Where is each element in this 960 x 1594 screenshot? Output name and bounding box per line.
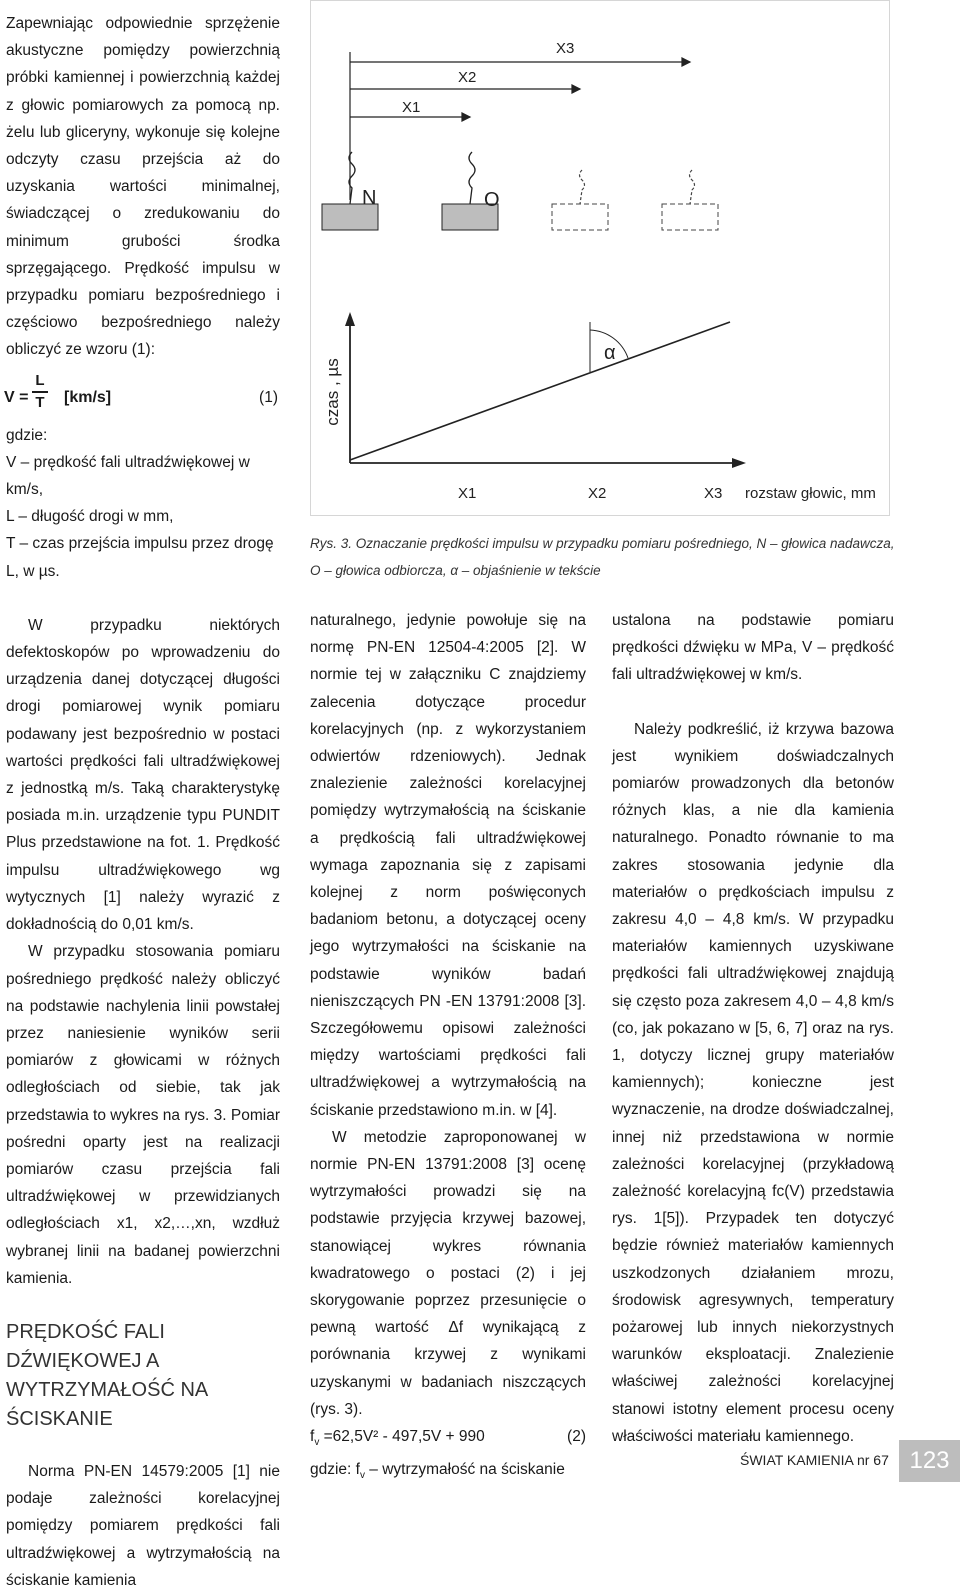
cable-icon [469,152,475,204]
paragraph: W przypadku stosowania pomiaru pośredniego prędkość należy obliczyć na podstawie nachylenia linii powstałej przez naniesienie wyników serii pomiarów z głowicami w różnych odległościach od siebie, tak jak przedstawia to wykres na rys. 3. Pomiar pośredni oparty jest na realizacji pomiarów czasu przejścia fali ultradźwiękowej w przewidzianych odległościach x1, x2,…,xn, wzdłuż wybranej linii na badanej powierzchni kamienia. [6,943,280,1287]
eq-body: =62,5V² - 497,5V + 990 [319,1428,485,1446]
formula-unit: [km/s] [64,388,112,406]
left-column [6,10,280,1594]
paragraph: naturalnego, jedynie powołuje się na normę PN-EN 12504-4:2005 [2]. W normie tej w załączniku C znajdziemy zalecenia dotyczące procedur korelacyjnych (np. z wykorzystaniem odwiertów rdzeniowych). Jednak znalezienie zależności korelacyjnej pomiędzy wytrzymałością na ściskanie a prędkością fali ultradźwiękowej wymaga zapoznania się z zapisami kolejnej z norm poświęconych badaniom betonu, a dotyczącej oceny jego wytrzymałości na ściskanie na podstawie wyników badań nieniszczących PN -EN 13791:2008 [3]. Szczegółowemu opisowi zależności między wartościami prędkości fali ultradźwiękowej a wytrzymałością na ściskanie przedstawiono m.in. w [4]. [310,612,586,1119]
page-number: 123 [899,1440,960,1482]
paragraph: Zapewniając odpowiednie sprzężenie akustyczne pomiędzy powierzchnią próbki kamiennej i powierzchnią każdej z głowic pomiarowych za pomocą np. żelu lub gliceryny, wykonuje się kolejne odczyty czasu przejścia aż do uzyskania wartości minimalnej, świadczącej o zredukowaniu do minimum grubości środka sprzęgającego. Prędkość impulsu w przypadku pomiaru bezpośredniego i częściowo bezpośredniego należy obliczyć ze wzoru (1): [6,15,280,359]
figure-frame [311,1,890,516]
formula-number: (1) [259,388,278,406]
cable-icon [690,170,695,204]
dim-label-x1: X1 [402,99,421,116]
angle-alpha: α [604,342,616,364]
cable-icon [580,170,585,204]
dim-label-x2: X2 [458,69,477,86]
receiver-position-3 [662,204,718,230]
middle-column [310,607,586,1490]
eq-symbol: f [310,1428,315,1446]
where-label: gdzie: [6,426,48,444]
regression-line [350,322,730,460]
journal-footer: ŚWIAT KAMIENIA nr 67 [740,1452,889,1468]
formula-1 [4,371,280,416]
arrowhead [572,85,580,93]
y-axis-arrow [345,312,355,326]
transmitter-label: N [362,187,377,209]
x-axis-label: rozstaw głowic, mm [745,485,876,502]
formula-numerator: L [35,371,45,389]
formula-denominator: T [35,393,45,411]
definition-l: L – długość drogi w mm, [6,508,174,526]
y-axis-label: czas , µs [323,358,342,426]
paragraph: Należy podkreślić, iż krzywa bazowa jest wynikiem doświadczalnych pomiarów prowadzonych dla betonów różnych klas, a nie dla kamienia naturalnego. Ponadto równanie to ma zakres stosowania jedynie dla materiałów o prędkościach impulsu z zakresu 4,0 – 4,8 km/s. W przypadku materiałów kamiennych uzyskiwane prędkości fali ultradźwiękowej znajdują się często poza zakresem 4,0 – 4,8 km/s (co, jak pokazano w [5, 6, 7] oraz na rys. 1, dotyczy licznej grupy materiałów kamiennych); konieczne jest wyznaczenie, na drodze doświadczalnej, innej niż przedstawiona w normie zależności korelacyjnej (przykładową zależność korelacyjną fc(V) przedstawia rys. 1[5]). Przypadek ten dotyczyć będzie również materiałów kamiennych uszkodzonych działaniem mrozu, środowisk agresywnych, temperatury pożarowej lub innych niekorzystnych warunków eksploatacji. Znalezienie właściwej zależności korelacyjnej stanowi istotny element procesu oceny właściwości materiału kamiennego. [612,720,894,1445]
equation-2 [310,1423,586,1456]
receiver-label: O [484,189,500,211]
definition-v: V – prędkość fali ultradźwiękowej w km/s, [6,453,250,499]
formula-lhs: V = [4,388,29,406]
equation-number: (2) [567,1428,586,1446]
section-heading: PRĘDKOŚĆ FALI DŹWIĘKOWEJ A WYTRZYMAŁOŚĆ NA ŚCISKANIE [6,1320,208,1430]
fraction-bar [32,391,48,393]
right-column [612,607,894,1450]
definition-t: T – czas przejścia impulsu przez drogę L, w µs. [6,535,274,580]
eq-subscript: v [314,1437,320,1449]
measurement-diagram [310,0,930,520]
where-text: gdzie: f [310,1461,360,1479]
paragraph: Norma PN-EN 14579:2005 [1] nie podaje zależności korelacyjnej pomiędzy pomiarem prędkości fali ultradźwiękowej a wytrzymałością na ściskanie kamienia [6,1462,280,1589]
x-axis-arrow [732,458,746,468]
x-tick-x3: X3 [704,485,723,502]
caption-line: O – głowica odbiorcza, α – objaśnienie w tekście [310,563,601,578]
receiver-position-2 [552,204,608,230]
formula-fraction [32,372,48,412]
arrowhead [462,113,470,121]
figure-caption [310,530,930,584]
arrowhead [682,58,690,66]
where-subscript: v [359,1470,365,1482]
where-text: – wytrzymałość na ściskanie [364,1461,565,1479]
paragraph: ustalona na podstawie pomiaru prędkości dźwięku w MPa, V – prędkość fali ultradźwiękowej w km/s. [612,612,894,684]
paragraph: W przypadku niektórych defektoskopów po wprowadzeniu do urządzenia danej dotyczącej długości drogi pomiarowej wynik pomiaru podawany jest bezpośrednio w postaci wartości prędkości fali ultradźwiękowej z jednostką m/s. Taką charakterystykę posiada m.in. urządzenie typu PUNDIT Plus przedstawione na fot. 1. Prędkość impulsu ultradźwiękowego wg wytycznych [1] należy wyrazić z dokładnością do 0,01 km/s. [6,616,280,934]
caption-line: Rys. 3. Oznaczanie prędkości impulsu w przypadku pomiaru pośredniego, N – głowica nadawcza, [310,536,895,551]
dimension-lines [350,52,690,200]
paragraph: W metodzie zaproponowanej w normie PN-EN 13791:2008 [3] ocenę wytrzymałości prowadzi się na podstawie przyjęcia krzywej bazowej, stanowiącej wykres równania kwadratowego o postaci (2) i jej skorygowanie poprzez przesunięcie o pewną wartość Δf wynikającą z porównania krzywej z wynikami uzyskanymi w badaniach niszczących (rys. 3). [310,1128,586,1418]
dim-label-x3: X3 [556,40,575,57]
x-tick-x1: X1 [458,485,477,502]
x-tick-x2: X2 [588,485,607,502]
where-line [310,1456,586,1489]
